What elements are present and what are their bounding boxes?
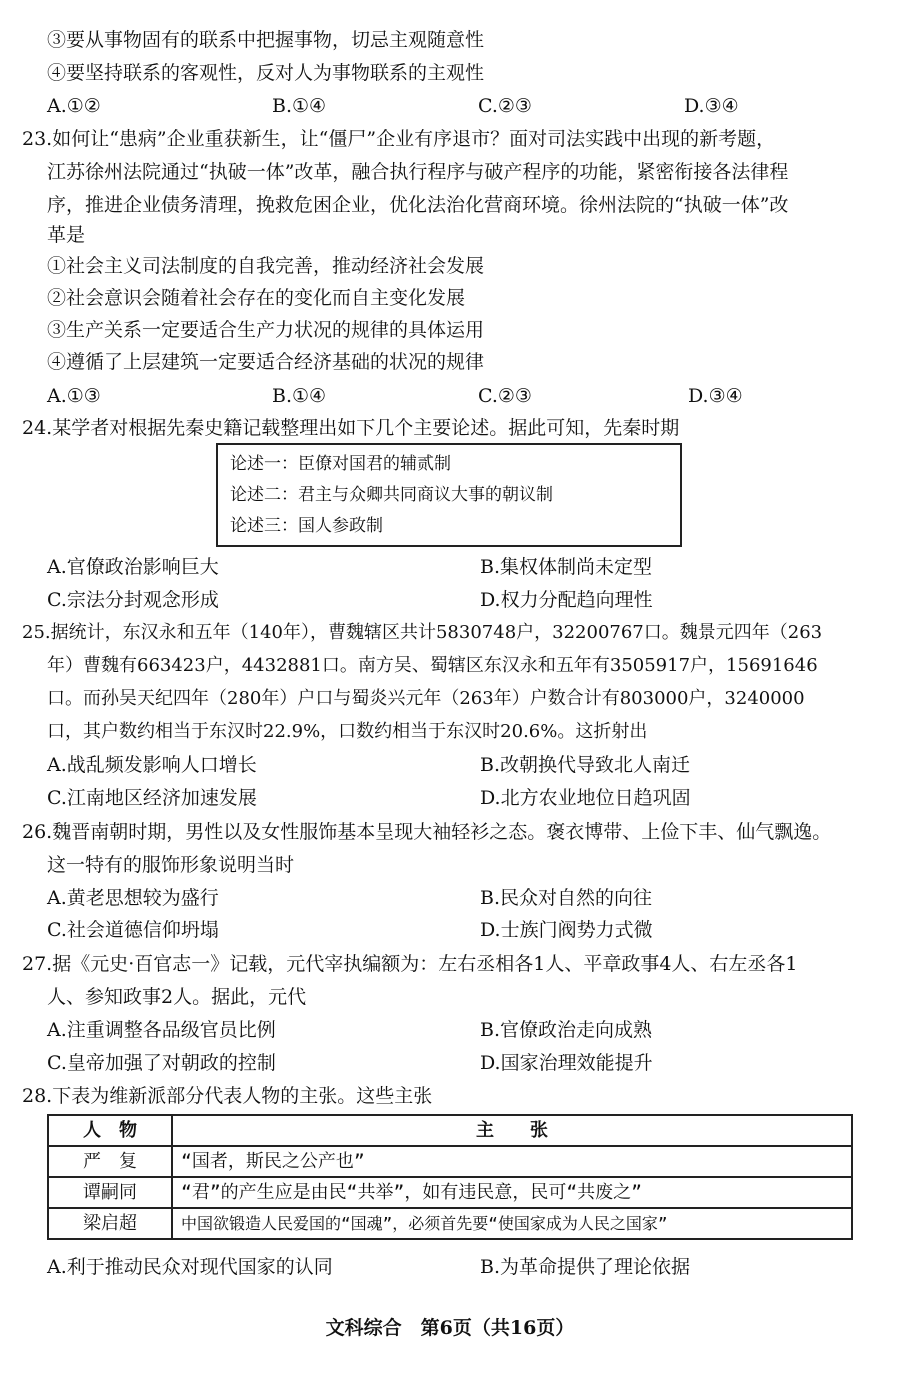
table-row xyxy=(48,1146,852,1177)
q23-item-2: ②社会意识会随着社会存在的变化而自主变化发展 xyxy=(47,287,466,309)
page-footer: 文科综合 第6页（共16页） xyxy=(325,1317,575,1339)
q26-stem-line-2: 这一特有的服饰形象说明当时 xyxy=(47,854,295,876)
q23-stem-line-3: 序，推进企业债务清理，挽救危困企业，优化法治化营商环境。徐州法院的“执破一体”改 xyxy=(47,194,789,216)
q23-item-1: ①社会主义司法制度的自我完善，推动经济社会发展 xyxy=(47,255,485,277)
q24-statement-1: 论述一：臣僚对国君的辅贰制 xyxy=(230,454,451,474)
table-cell-claim: “君”的产生应是由民“共举”，如有违民意，民可“共废之” xyxy=(172,1177,852,1208)
q28-option-a: A.利于推动民众对现代国家的认同 xyxy=(47,1256,333,1278)
table-cell-claim: 中国欲锻造人民爱国的“国魂”，必须首先要“使国家成为人民之国家” xyxy=(172,1208,852,1239)
q26-option-b: B.民众对自然的向往 xyxy=(480,887,653,909)
q25-stem-line-4: 口，其户数约相当于东汉时22.9%，口数约相当于东汉时20.6%。这折射出 xyxy=(47,721,648,742)
prev-option-d: D.③④ xyxy=(684,95,739,117)
q23-option-b: B.①④ xyxy=(272,385,327,407)
q25-option-b: B.改朝换代导致北人南迁 xyxy=(480,754,691,776)
prev-option-b: B.①④ xyxy=(272,95,327,117)
prev-option-c: C.②③ xyxy=(478,95,532,117)
q23-option-a: A.①③ xyxy=(47,385,101,407)
q24-statement-2: 论述二：君主与众卿共同商议大事的朝议制 xyxy=(230,485,553,505)
q23-item-3: ③生产关系一定要适合生产力状况的规律的具体运用 xyxy=(47,319,485,341)
prev-item-3: ③要从事物固有的联系中把握事物，切忌主观随意性 xyxy=(47,29,485,51)
q24-option-a: A.官僚政治影响巨大 xyxy=(47,556,219,578)
q27-option-c: C.皇帝加强了对朝政的控制 xyxy=(47,1052,276,1074)
q28-option-b: B.为革命提供了理论依据 xyxy=(480,1256,691,1278)
q23-stem-line-4: 革是 xyxy=(47,224,86,246)
q23-option-d: D.③④ xyxy=(688,385,743,407)
q23-item-4: ④遵循了上层建筑一定要适合经济基础的状况的规律 xyxy=(47,351,485,373)
q26-stem-line-1: 26.魏晋南朝时期，男性以及女性服饰基本呈现大袖轻衫之态。褒衣博带、上俭下丰、仙气飘逸。 xyxy=(22,821,832,843)
q24-statement-box xyxy=(216,443,682,547)
table-cell-person: 谭嗣同 xyxy=(48,1177,172,1208)
table-cell-claim: “国者，斯民之公产也” xyxy=(172,1146,852,1177)
q27-stem-line-1: 27.据《元史·百官志一》记载，元代宰执编额为：左右丞相各1人、平章政事4人、右左丞各1 xyxy=(22,953,798,975)
prev-item-4: ④要坚持联系的客观性，反对人为事物联系的主观性 xyxy=(47,62,485,84)
table-row xyxy=(48,1177,852,1208)
q25-option-a: A.战乱频发影响人口增长 xyxy=(47,754,257,776)
table-header-row xyxy=(48,1115,852,1146)
q23-stem-line-1: 23.如何让“患病”企业重获新生，让“僵尸”企业有序退市？面对司法实践中出现的新考题， xyxy=(22,128,776,150)
q23-stem-line-2: 江苏徐州法院通过“执破一体”改革，融合执行程序与破产程序的功能，紧密衔接各法律程 xyxy=(47,161,789,183)
prev-option-a: A.①② xyxy=(47,95,101,117)
q26-option-a: A.黄老思想较为盛行 xyxy=(47,887,219,909)
q27-option-a: A.注重调整各品级官员比例 xyxy=(47,1019,276,1041)
table-cell-person: 严 复 xyxy=(48,1146,172,1177)
q25-option-d: D.北方农业地位日趋巩固 xyxy=(480,787,691,809)
q27-option-d: D.国家治理效能提升 xyxy=(480,1052,653,1074)
q23-option-c: C.②③ xyxy=(478,385,532,407)
q24-option-b: B.集权体制尚未定型 xyxy=(480,556,653,578)
q27-option-b: B.官僚政治走向成熟 xyxy=(480,1019,653,1041)
table-header-claim: 主 张 xyxy=(172,1115,852,1146)
table-cell-person: 梁启超 xyxy=(48,1208,172,1239)
q27-stem-line-2: 人、参知政事2人。据此，元代 xyxy=(47,986,307,1008)
q25-stem-line-3: 口。而孙吴天纪四年（280年）户口与蜀炎兴元年（263年）户数合计有803000户，3240000 xyxy=(47,688,805,709)
q28-stem: 28.下表为维新派部分代表人物的主张。这些主张 xyxy=(22,1085,433,1107)
q24-stem: 24.某学者对根据先秦史籍记载整理出如下几个主要论述。据此可知，先秦时期 xyxy=(22,417,680,439)
q25-option-c: C.江南地区经济加速发展 xyxy=(47,787,257,809)
q24-statement-3: 论述三：国人参政制 xyxy=(230,516,383,536)
q25-stem-line-2: 年）曹魏有663423户，4432881口。南方吴、蜀辖区东汉永和五年有3505917户，15691646 xyxy=(47,655,818,676)
q25-stem-line-1: 25.据统计，东汉永和五年（140年），曹魏辖区共计5830748户，32200767口。魏景元四年（263 xyxy=(22,622,823,643)
q26-option-d: D.士族门阀势力式微 xyxy=(480,919,653,941)
table-row xyxy=(48,1208,852,1239)
table-header-person: 人 物 xyxy=(48,1115,172,1146)
q28-table xyxy=(47,1114,853,1240)
q24-option-d: D.权力分配趋向理性 xyxy=(480,589,653,611)
q26-option-c: C.社会道德信仰坍塌 xyxy=(47,919,219,941)
q24-option-c: C.宗法分封观念形成 xyxy=(47,589,219,611)
